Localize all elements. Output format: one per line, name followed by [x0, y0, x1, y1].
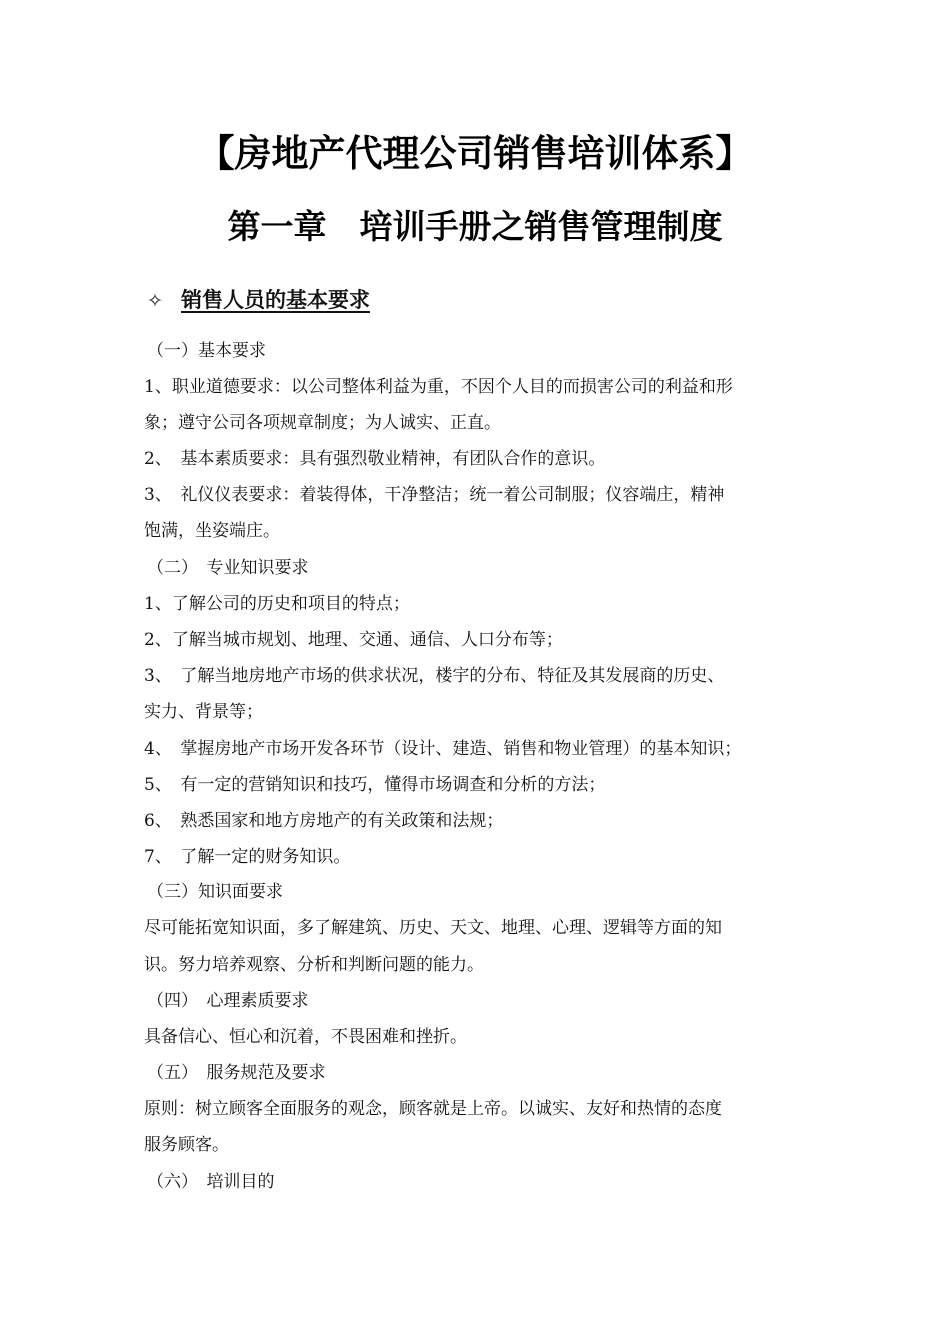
- paragraph-line: 1、了解公司的历史和项目的特点；: [144, 594, 410, 614]
- section-heading-text: 销售人员的基本要求: [181, 288, 370, 312]
- paragraph-line: 3、 了解当地房地产市场的供求状况，楼宇的分布、特征及其发展商的历史、: [144, 666, 725, 686]
- chapter-title: 第一章 培训手册之销售管理制度: [227, 207, 723, 246]
- subsection-heading: （三）知识面要求: [147, 882, 283, 902]
- paragraph-line: 原则：树立顾客全面服务的观念，顾客就是上帝。以诚实、友好和热情的态度: [144, 1099, 722, 1119]
- paragraph-line: 2、 基本素质要求：具有强烈敬业精神，有团队合作的意识。: [144, 449, 606, 469]
- subsection-heading: （四） 心理素质要求: [147, 991, 309, 1011]
- paragraph-line: 服务顾客。: [144, 1135, 229, 1155]
- paragraph-line: 7、 了解一定的财务知识。: [144, 847, 351, 867]
- paragraph-line: 象；遵守公司各项规章制度；为人诚实、正直。: [144, 413, 501, 433]
- subsection-heading: （六） 培训目的: [147, 1172, 275, 1192]
- paragraph-line: 4、 掌握房地产市场开发各环节（设计、建造、销售和物业管理）的基本知识；: [144, 739, 742, 759]
- paragraph-line: 尽可能拓宽知识面，多了解建筑、历史、天文、地理、心理、逻辑等方面的知: [144, 918, 722, 938]
- paragraph-line: 6、 熟悉国家和地方房地产的有关政策和法规；: [144, 811, 504, 831]
- paragraph-line: 1、职业道德要求：以公司整体利益为重，不因个人目的而损害公司的利益和形: [144, 377, 733, 397]
- subsection-heading: （五） 服务规范及要求: [147, 1063, 326, 1083]
- subsection-heading: （一）基本要求: [147, 341, 266, 361]
- main-title: 【房地产代理公司销售培训体系】: [197, 132, 753, 175]
- paragraph-line: 具备信心、恒心和沉着，不畏困难和挫折。: [144, 1027, 467, 1047]
- subsection-heading: （二） 专业知识要求: [147, 558, 309, 578]
- paragraph-line: 实力、背景等；: [144, 702, 263, 722]
- section-heading: [147, 284, 370, 317]
- paragraph-line: 2、了解当城市规划、地理、交通、通信、人口分布等；: [144, 630, 563, 650]
- paragraph-line: 识。努力培养观察、分析和判断问题的能力。: [144, 955, 484, 975]
- paragraph-line: 5、 有一定的营销知识和技巧，懂得市场调查和分析的方法；: [144, 775, 606, 795]
- paragraph-line: 饱满，坐姿端庄。: [144, 521, 280, 541]
- diamond-bullet-icon: ✧: [147, 290, 163, 312]
- paragraph-line: 3、 礼仪仪表要求：着装得体，干净整洁；统一着公司制服；仪容端庄，精神: [144, 485, 725, 505]
